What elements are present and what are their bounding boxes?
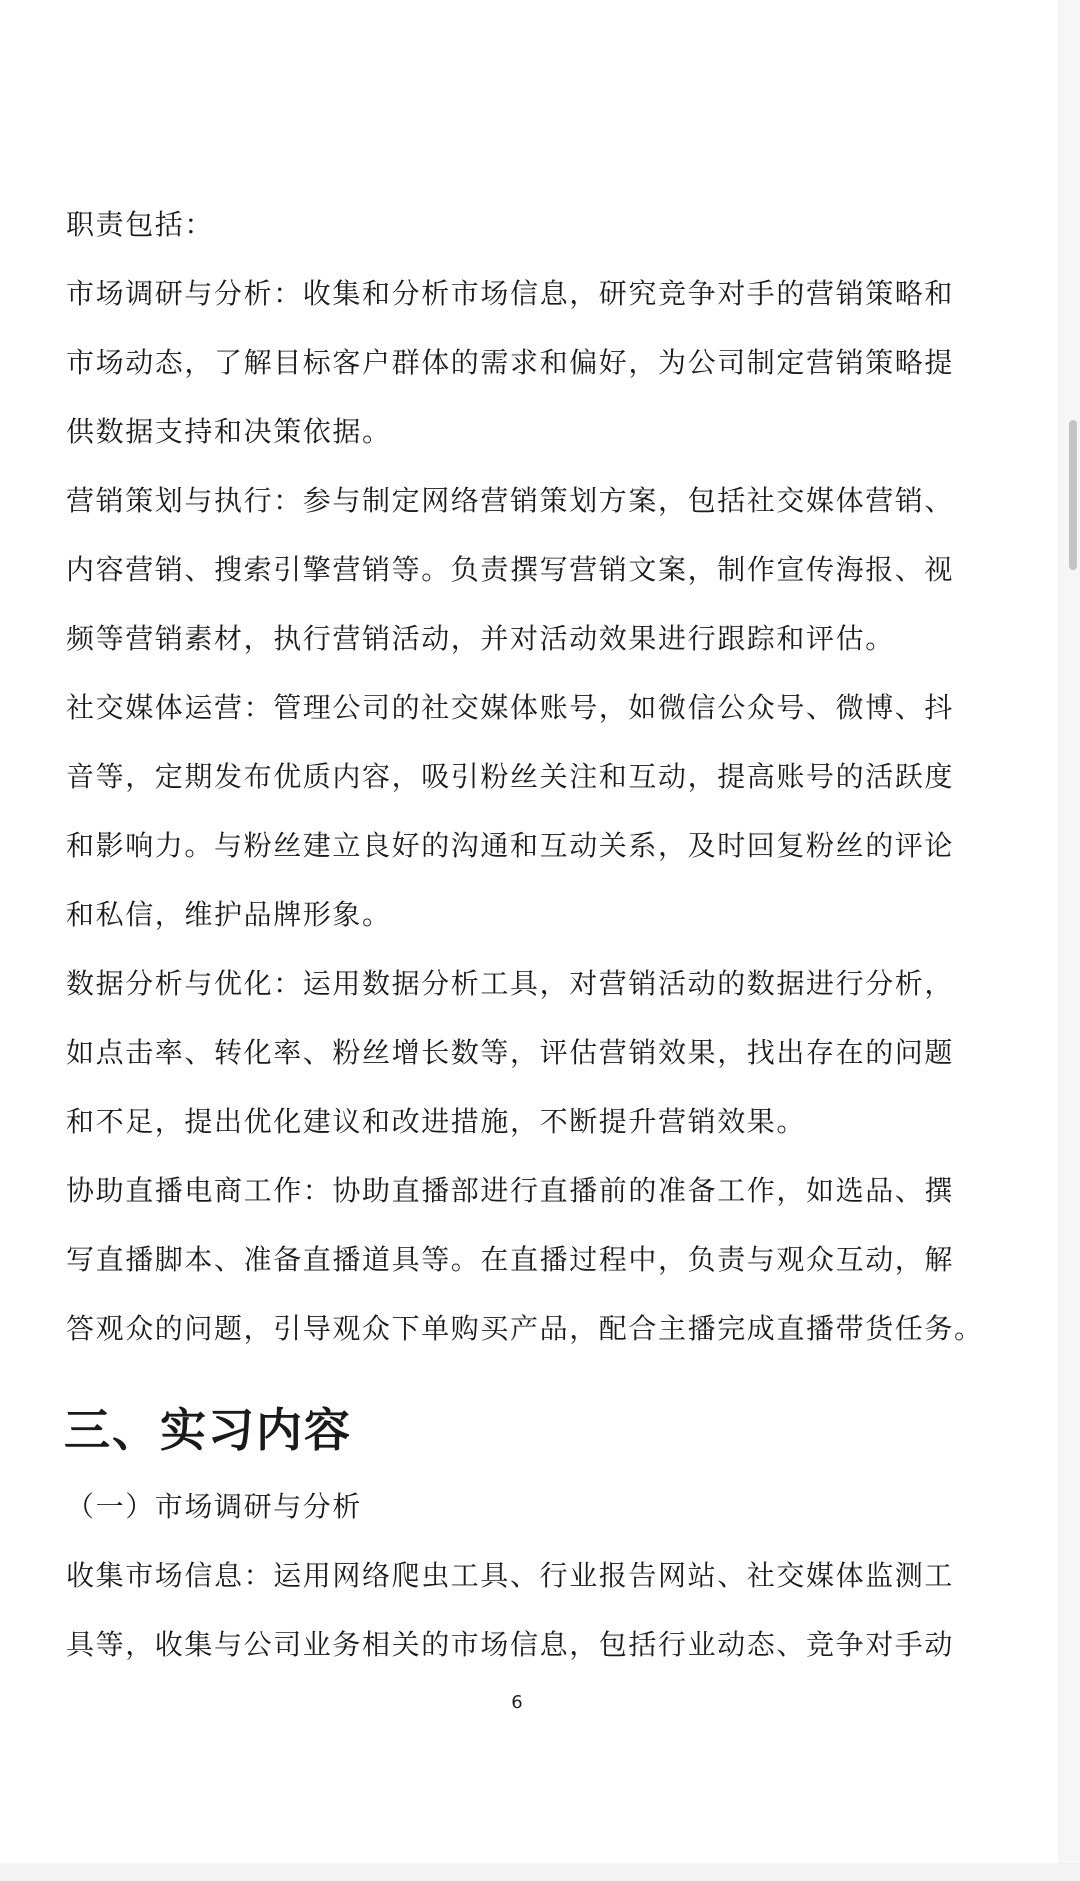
text-line: 收集市场信息：运用网络爬虫工具、行业报告网站、社交媒体监测工 <box>66 1559 955 1592</box>
page-number: 6 <box>511 1692 523 1713</box>
body-text-block-2 <box>66 1541 986 1679</box>
text-line: 和影响力。与粉丝建立良好的沟通和互动关系，及时回复粉丝的评论 <box>66 829 955 862</box>
text-line: 具等，收集与公司业务相关的市场信息，包括行业动态、竞争对手动 <box>66 1628 955 1661</box>
text-line: 市场动态，了解目标客户群体的需求和偏好，为公司制定营销策略提 <box>66 346 955 379</box>
body-text-block <box>66 190 986 1363</box>
scrollbar-track[interactable] <box>1058 0 1080 1881</box>
text-line: 答观众的问题，引导观众下单购买产品，配合主播完成直播带货任务。 <box>66 1312 984 1345</box>
scrollbar-thumb[interactable] <box>1069 420 1077 570</box>
text-line: 职责包括： <box>66 208 215 241</box>
text-line: 市场调研与分析：收集和分析市场信息，研究竞争对手的营销策略和 <box>66 277 955 310</box>
text-line: 协助直播电商工作：协助直播部进行直播前的准备工作，如选品、撰 <box>66 1174 955 1207</box>
text-line: 频等营销素材，执行营销活动，并对活动效果进行跟踪和评估。 <box>66 622 895 655</box>
text-line: 如点击率、转化率、粉丝增长数等，评估营销效果，找出存在的问题 <box>66 1036 955 1069</box>
text-line: 营销策划与执行：参与制定网络营销策划方案，包括社交媒体营销、 <box>66 484 955 517</box>
text-line: 和不足，提出优化建议和改进措施，不断提升营销效果。 <box>66 1105 807 1138</box>
text-line: 供数据支持和决策依据。 <box>66 415 392 448</box>
subsection-heading: （一）市场调研与分析 <box>66 1490 363 1523</box>
text-line: 音等，定期发布优质内容，吸引粉丝关注和互动，提高账号的活跃度 <box>66 760 955 793</box>
bottom-edge <box>0 1863 1080 1881</box>
text-line: 社交媒体运营：管理公司的社交媒体账号，如微信公众号、微博、抖 <box>66 691 955 724</box>
text-line: 写直播脚本、准备直播道具等。在直播过程中，负责与观众互动，解 <box>66 1243 955 1276</box>
text-line: 数据分析与优化：运用数据分析工具，对营销活动的数据进行分析， <box>66 967 955 1000</box>
text-line: 和私信，维护品牌形象。 <box>66 898 392 931</box>
section-heading: 三、实习内容 <box>64 1403 352 1457</box>
text-line: 内容营销、搜索引擎营销等。负责撰写营销文案，制作宣传海报、视 <box>66 553 955 586</box>
